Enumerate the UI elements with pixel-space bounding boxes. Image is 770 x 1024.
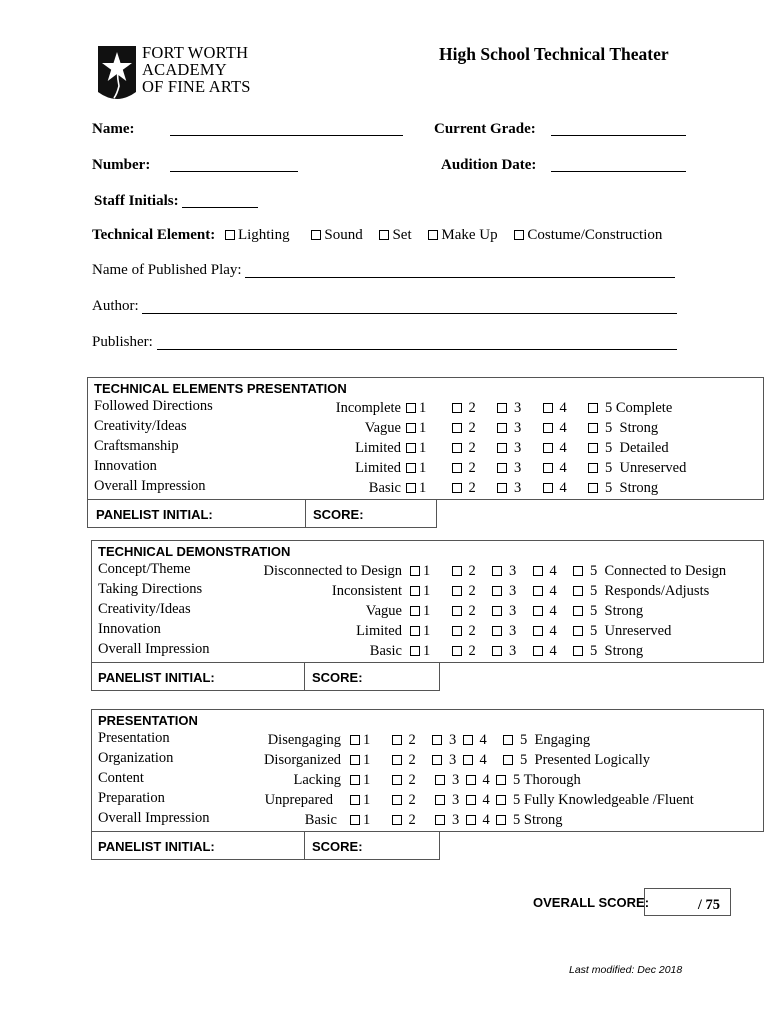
criterion: Presentation — [98, 730, 170, 746]
checkbox[interactable] — [350, 735, 360, 745]
checkbox[interactable] — [410, 566, 420, 576]
checkbox[interactable] — [410, 626, 420, 636]
checkbox[interactable] — [410, 606, 420, 616]
checkbox[interactable] — [514, 230, 524, 240]
audition-date-label: Audition Date: — [441, 157, 537, 173]
checkbox[interactable] — [497, 423, 507, 433]
criterion: Organization — [98, 750, 174, 766]
rating-options[interactable]: 1 2 3 4 5 Strong — [406, 420, 658, 437]
checkbox[interactable] — [573, 586, 583, 596]
checkbox[interactable] — [410, 586, 420, 596]
high-anchor: Thorough — [523, 772, 581, 788]
checkbox[interactable] — [435, 795, 445, 805]
low-anchor: Vague — [364, 420, 401, 436]
checkbox[interactable] — [392, 815, 402, 825]
high-anchor: Complete — [615, 400, 673, 416]
low-anchor: Limited — [356, 623, 402, 639]
criterion: Innovation — [94, 458, 157, 474]
name-label: Name: — [92, 121, 135, 137]
publisher-field[interactable] — [157, 349, 677, 350]
number-field[interactable] — [170, 171, 298, 172]
checkbox[interactable] — [497, 403, 507, 413]
checkbox[interactable] — [543, 423, 553, 433]
section-2-score-box — [91, 662, 440, 691]
page-title: High School Technical Theater — [439, 44, 669, 64]
option-costume-construction[interactable]: Costume/Construction — [514, 227, 662, 243]
published-play-field[interactable] — [245, 277, 675, 278]
checkbox[interactable] — [452, 423, 462, 433]
star-crest-icon — [96, 42, 138, 106]
criterion: Innovation — [98, 621, 161, 637]
low-anchor: Basic — [368, 480, 401, 496]
checkbox[interactable] — [452, 566, 462, 576]
low-anchor: Basic — [304, 812, 337, 828]
low-anchor: Lacking — [293, 772, 341, 788]
high-anchor: Strong — [604, 643, 644, 659]
option-sound[interactable]: Sound — [311, 227, 362, 243]
checkbox[interactable] — [543, 443, 553, 453]
high-anchor: Presented Logically — [534, 752, 651, 768]
checkbox[interactable] — [588, 403, 598, 413]
checkbox[interactable] — [588, 483, 598, 493]
checkbox[interactable] — [452, 606, 462, 616]
low-anchor: Incomplete — [335, 400, 401, 416]
checkbox[interactable] — [492, 586, 502, 596]
checkbox[interactable] — [452, 463, 462, 473]
checkbox[interactable] — [573, 566, 583, 576]
checkbox[interactable] — [497, 443, 507, 453]
checkbox[interactable] — [533, 646, 543, 656]
checkbox[interactable] — [435, 815, 445, 825]
school-logo — [96, 42, 138, 111]
checkbox[interactable] — [533, 606, 543, 616]
technical-element-row — [92, 227, 662, 244]
checkbox[interactable] — [350, 775, 360, 785]
checkbox[interactable] — [503, 755, 513, 765]
checkbox[interactable] — [225, 230, 235, 240]
checkbox[interactable] — [588, 423, 598, 433]
checkbox[interactable] — [452, 586, 462, 596]
logo-line-2: ACADEMY — [142, 60, 227, 79]
checkbox[interactable] — [533, 626, 543, 636]
high-anchor: Detailed — [619, 440, 669, 456]
checkbox[interactable] — [452, 443, 462, 453]
rating-options[interactable]: 1 2 3 4 5 Strong — [410, 643, 643, 660]
technical-element-label: Technical Element: — [92, 227, 216, 243]
checkbox[interactable] — [492, 606, 502, 616]
high-anchor: Unreserved — [604, 623, 672, 639]
criterion: Overall Impression — [98, 641, 210, 657]
checkbox[interactable] — [392, 795, 402, 805]
number-label: Number: — [92, 157, 151, 173]
checkbox[interactable] — [452, 626, 462, 636]
high-anchor: Responds/Adjusts — [604, 583, 710, 599]
score-label[interactable]: SCORE: — [312, 839, 363, 854]
logo-line-3: OF FINE ARTS — [142, 77, 251, 96]
checkbox[interactable] — [432, 735, 442, 745]
high-anchor: Connected to Design — [604, 563, 727, 579]
section-title: TECHNICAL DEMONSTRATION — [98, 544, 291, 559]
staff-initials-label: Staff Initials: — [94, 193, 179, 209]
low-anchor: Disengaging — [267, 732, 341, 748]
criterion: Content — [98, 770, 144, 786]
checkbox[interactable] — [350, 815, 360, 825]
checkbox[interactable] — [392, 735, 402, 745]
overall-score-value: / 75 — [697, 897, 720, 913]
checkbox[interactable] — [543, 463, 553, 473]
checkbox[interactable] — [496, 815, 506, 825]
high-anchor: Engaging — [534, 732, 591, 748]
checkbox[interactable] — [452, 646, 462, 656]
criterion: Followed Directions — [94, 398, 213, 414]
current-grade-field[interactable] — [551, 135, 686, 136]
rating-options[interactable]: 1 2 3 4 5 Presented Logically — [350, 752, 650, 769]
criterion: Concept/Theme — [98, 561, 191, 577]
rating-options[interactable]: 1 2 3 4 5 Strong — [410, 603, 643, 620]
criterion: Creativity/Ideas — [98, 601, 191, 617]
checkbox[interactable] — [588, 443, 598, 453]
checkbox[interactable] — [428, 230, 438, 240]
checkbox[interactable] — [496, 775, 506, 785]
published-play-label: Name of Published Play: — [92, 262, 242, 278]
section-title: PRESENTATION — [98, 713, 198, 728]
checkbox[interactable] — [573, 606, 583, 616]
rating-options[interactable]: 1 2 3 4 5 Engaging — [350, 732, 590, 749]
current-grade-label: Current Grade: — [434, 121, 536, 137]
low-anchor: Limited — [355, 460, 401, 476]
high-anchor: Strong — [523, 812, 563, 828]
section-3-score-box — [91, 831, 440, 860]
high-anchor: Strong — [619, 480, 659, 496]
checkbox[interactable] — [533, 586, 543, 596]
checkbox[interactable] — [466, 775, 476, 785]
checkbox[interactable] — [466, 795, 476, 805]
checkbox[interactable] — [503, 735, 513, 745]
rating-options[interactable]: 1 2 3 4 5 Fully Knowledgeable /Fluent — [350, 792, 694, 809]
checkbox[interactable] — [497, 463, 507, 473]
option-make-up[interactable]: Make Up — [428, 227, 497, 243]
checkbox[interactable] — [350, 755, 360, 765]
rating-options[interactable]: 1 2 3 4 5 Strong — [406, 480, 658, 497]
high-anchor: Fully Knowledgeable /Fluent — [523, 792, 694, 808]
name-field[interactable] — [170, 135, 403, 136]
checkbox[interactable] — [492, 566, 502, 576]
checkbox[interactable] — [432, 755, 442, 765]
rating-options[interactable]: 1 2 3 4 5 Responds/Adjusts — [410, 583, 709, 600]
checkbox[interactable] — [379, 230, 389, 240]
score-label[interactable]: SCORE: — [312, 670, 363, 685]
criterion: Overall Impression — [94, 478, 206, 494]
criterion: Overall Impression — [98, 810, 210, 826]
checkbox[interactable] — [410, 646, 420, 656]
criterion: Preparation — [98, 790, 165, 806]
low-anchor: Unprepared — [264, 792, 333, 808]
checkbox[interactable] — [543, 403, 553, 413]
checkbox[interactable] — [435, 775, 445, 785]
panelist-initial-label[interactable]: PANELIST INITIAL: — [98, 839, 215, 854]
rating-options[interactable]: 1 2 3 4 5 Unreserved — [410, 623, 671, 640]
criterion: Creativity/Ideas — [94, 418, 187, 434]
rating-options[interactable]: 1 2 3 4 5 Strong — [350, 812, 563, 829]
rating-options[interactable]: 1 2 3 4 5 Thorough — [350, 772, 581, 789]
checkbox[interactable] — [497, 483, 507, 493]
option-lighting[interactable]: Lighting — [225, 227, 290, 243]
checkbox[interactable] — [463, 755, 473, 765]
low-anchor: Disconnected to Design — [263, 563, 402, 579]
checkbox[interactable] — [406, 463, 416, 473]
low-anchor: Vague — [365, 603, 402, 619]
section-1-score-box — [87, 499, 437, 528]
audition-date-field[interactable] — [551, 171, 686, 172]
checkbox[interactable] — [463, 735, 473, 745]
low-anchor: Basic — [369, 643, 402, 659]
checkbox[interactable] — [392, 775, 402, 785]
checkbox[interactable] — [533, 566, 543, 576]
checkbox[interactable] — [573, 626, 583, 636]
checkbox[interactable] — [311, 230, 321, 240]
low-anchor: Inconsistent — [331, 583, 402, 599]
panelist-initial-label[interactable]: PANELIST INITIAL: — [96, 507, 213, 522]
checkbox[interactable] — [406, 423, 416, 433]
checkbox[interactable] — [452, 403, 462, 413]
checkbox[interactable] — [588, 463, 598, 473]
low-anchor: Limited — [355, 440, 401, 456]
rating-options[interactable]: 1 2 3 4 5 Unreserved — [406, 460, 686, 477]
high-anchor: Strong — [619, 420, 659, 436]
rating-options[interactable]: 1 2 3 4 5 Complete — [406, 400, 672, 417]
overall-score-label: OVERALL SCORE: — [533, 895, 650, 910]
checkbox[interactable] — [492, 646, 502, 656]
checkbox[interactable] — [466, 815, 476, 825]
checkbox[interactable] — [406, 403, 416, 413]
checkbox[interactable] — [543, 483, 553, 493]
panelist-initial-label[interactable]: PANELIST INITIAL: — [98, 670, 215, 685]
section-title: TECHNICAL ELEMENTS PRESENTATION — [94, 381, 347, 396]
staff-initials-field[interactable] — [182, 207, 258, 208]
logo-line-1: FORT WORTH — [142, 43, 249, 62]
checkbox[interactable] — [392, 755, 402, 765]
criterion: Craftsmanship — [94, 438, 179, 454]
last-modified-note: Last modified: Dec 2018 — [569, 964, 683, 976]
option-set[interactable]: Set — [379, 227, 411, 243]
score-label[interactable]: SCORE: — [313, 507, 364, 522]
checkbox[interactable] — [350, 795, 360, 805]
author-field[interactable] — [142, 313, 677, 314]
checkbox[interactable] — [573, 646, 583, 656]
criterion: Taking Directions — [98, 581, 203, 597]
checkbox[interactable] — [406, 443, 416, 453]
rating-options[interactable]: 1 2 3 4 5 Detailed — [406, 440, 669, 457]
low-anchor: Disorganized — [263, 752, 341, 768]
author-label: Author: — [92, 298, 139, 314]
checkbox[interactable] — [406, 483, 416, 493]
high-anchor: Unreserved — [619, 460, 687, 476]
high-anchor: Strong — [604, 603, 644, 619]
checkbox[interactable] — [492, 626, 502, 636]
rating-options[interactable]: 1 2 3 4 5 Connected to Design — [410, 563, 726, 580]
publisher-label: Publisher: — [92, 334, 153, 350]
checkbox[interactable] — [452, 483, 462, 493]
checkbox[interactable] — [496, 795, 506, 805]
overall-score-box[interactable] — [644, 888, 731, 916]
